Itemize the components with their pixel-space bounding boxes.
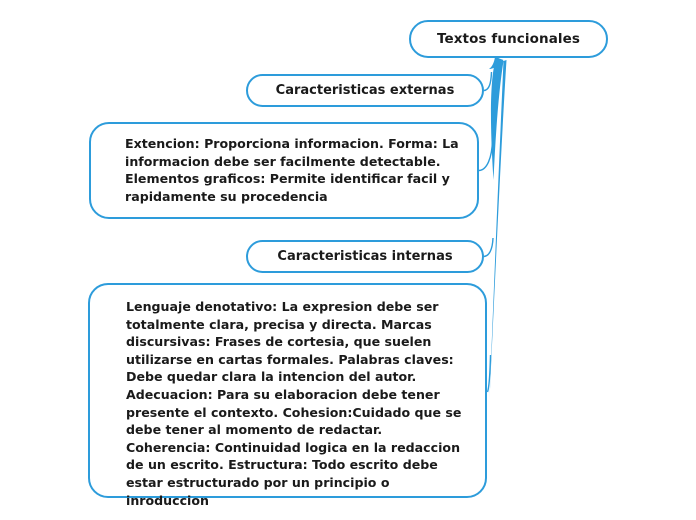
node-caracteristicas-internas-detail-text: Lenguaje denotativo: La expresion debe ser totalmente clara, precisa y directa. Marcas discursivas: Frases de cortesia, que suelen utilizarse en cartas formales. Palabras claves: Debe quedar clara la intencion del autor. Adecuacion: Para su elaboracion debe tener presente el contexto. Cohesion:Cuidado que se debe tener al momento de redactar. Coherencia: Continuidad logica en la redaccion de un escrito. Estructura: Todo escrito debe estar estructurado por un principio o inroduccion bbox=[126, 299, 462, 508]
node-caracteristicas-internas-label: Caracteristicas internas bbox=[277, 249, 453, 264]
node-caracteristicas-externas[interactable] bbox=[246, 74, 484, 107]
node-root-textos-funcionales[interactable] bbox=[409, 20, 608, 58]
connector-to-extencion bbox=[479, 140, 493, 171]
node-caracteristicas-internas-detail[interactable] bbox=[88, 283, 487, 508]
node-caracteristicas-internas[interactable] bbox=[246, 240, 484, 273]
connector-to-externas bbox=[484, 72, 492, 91]
node-caracteristicas-externas-detail-text: Extencion: Proporciona informacion. Forma: La informacion debe ser facilmente detectable. Elementos graficos: Permite identificar facil y rapidamente su procedencia bbox=[125, 136, 459, 204]
branch-curve-secondary bbox=[490, 60, 507, 400]
node-caracteristicas-externas-detail[interactable] bbox=[89, 122, 479, 219]
connector-to-lenguaje bbox=[488, 355, 491, 392]
node-caracteristicas-externas-label: Caracteristicas externas bbox=[275, 83, 455, 98]
branch-curve-primary bbox=[491, 57, 504, 180]
node-root-label: Textos funcionales bbox=[436, 31, 581, 47]
connector-to-internas bbox=[484, 238, 493, 257]
branch-foot-primary bbox=[489, 57, 504, 69]
